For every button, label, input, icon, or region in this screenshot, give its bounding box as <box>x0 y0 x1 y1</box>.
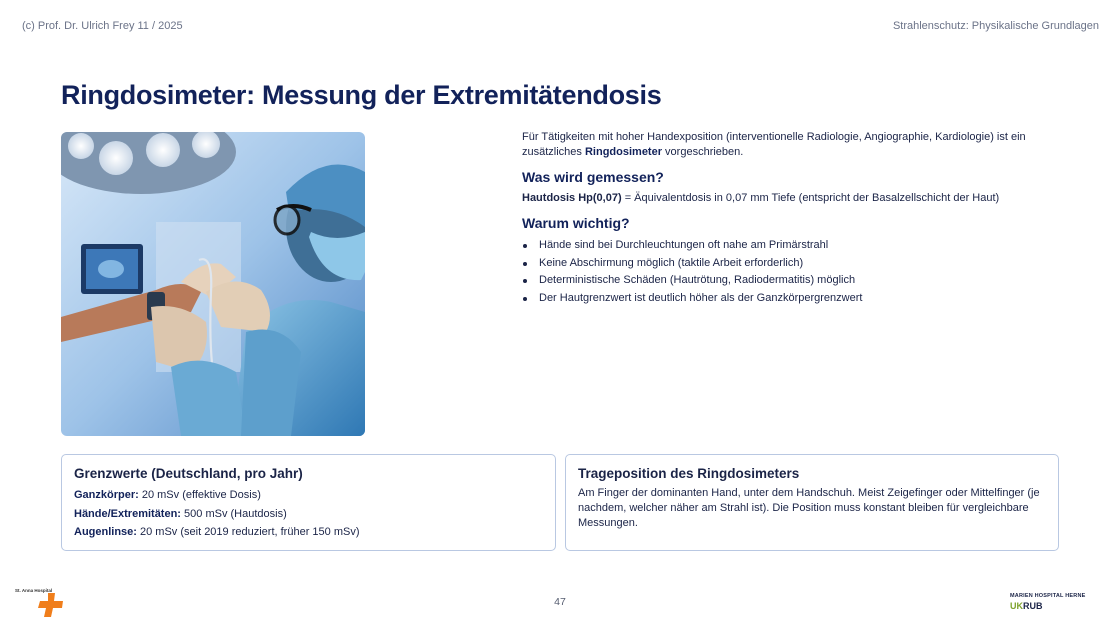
limit-row <box>74 505 543 524</box>
uk-text: UK <box>1010 601 1023 611</box>
measured-definition <box>522 191 1062 206</box>
list-item: Hände sind bei Durchleuchtungen oft nahe am Primärstrahl <box>522 237 1062 255</box>
intro-paragraph <box>522 130 1062 160</box>
rub-text: RUB <box>1023 601 1043 611</box>
list-item: Der Hautgrenzwert ist deutlich höher als der Ganzkörpergrenzwert <box>522 290 1062 308</box>
st-anna-logo-text: St. Anna Hospital <box>15 588 53 593</box>
measured-text: = Äquivalentdosis in 0,07 mm Tiefe (entspricht der Basalzellschicht der Haut) <box>621 192 1000 204</box>
list-item: Keine Abschirmung möglich (taktile Arbeit erforderlich) <box>522 255 1062 273</box>
position-card <box>565 454 1059 551</box>
st-anna-hospital-logo <box>15 588 75 618</box>
intro-text: Für Tätigkeiten mit hoher Handexposition (interventionelle Radiologie, Angiographie, Kardiologie) ist ein zusätzliches <box>522 131 1026 158</box>
section-heading-measured: Was wird gemessen? <box>522 169 664 185</box>
page-number: 47 <box>554 596 566 608</box>
slide-title: Ringdosimeter: Messung der Extremitätendosis <box>61 80 662 110</box>
limit-row <box>74 523 543 542</box>
header-author: (c) Prof. Dr. Ulrich Frey 11 / 2025 <box>22 20 183 32</box>
surgeon-ring-dosimeter-photo <box>61 132 365 436</box>
cross-icon <box>15 588 75 618</box>
position-card-text: Am Finger der dominanten Hand, unter dem Handschuh. Meist Zeigefinger oder Mittelfinger (je nachdem, welcher näher am Strahl ist). Die Position muss konstant bleiben für vergleichbare Messungen. <box>578 487 1040 529</box>
marien-hospital-name: MARIEN HOSPITAL HERNE <box>1010 593 1086 599</box>
limits-card-title: Grenzwerte (Deutschland, pro Jahr) <box>74 466 303 481</box>
intro-text-end: vorgeschrieben. <box>662 146 744 158</box>
measured-term: Hautdosis Hp(0,07) <box>522 192 622 204</box>
intro-emphasis: Ringdosimeter <box>584 146 662 158</box>
main-content <box>522 130 1062 307</box>
limit-value: 20 mSv (seit 2019 reduziert, früher 150 mSv) <box>136 526 360 538</box>
limit-label: Ganzkörper: <box>74 489 139 501</box>
section-heading-why: Warum wichtig? <box>522 215 630 231</box>
limit-value: 500 mSv (Hautdosis) <box>180 507 287 520</box>
limit-value: 20 mSv (effektive Dosis) <box>138 489 261 501</box>
position-card-title: Trageposition des Ringdosimeters <box>578 466 800 481</box>
header-course-title: Strahlenschutz: Physikalische Grundlagen <box>892 20 1099 32</box>
list-item: Deterministische Schäden (Hautrötung, Radiodermatitis) möglich <box>522 272 1062 290</box>
reasons-list <box>522 237 1062 307</box>
limit-label: Hände/Extremitäten: <box>74 507 181 520</box>
limit-label: Augenlinse: <box>74 526 137 538</box>
ukrub-wordmark <box>1010 601 1100 611</box>
limits-card <box>61 454 556 551</box>
limit-row <box>74 486 543 505</box>
marien-hospital-herne-logo <box>1010 593 1100 617</box>
